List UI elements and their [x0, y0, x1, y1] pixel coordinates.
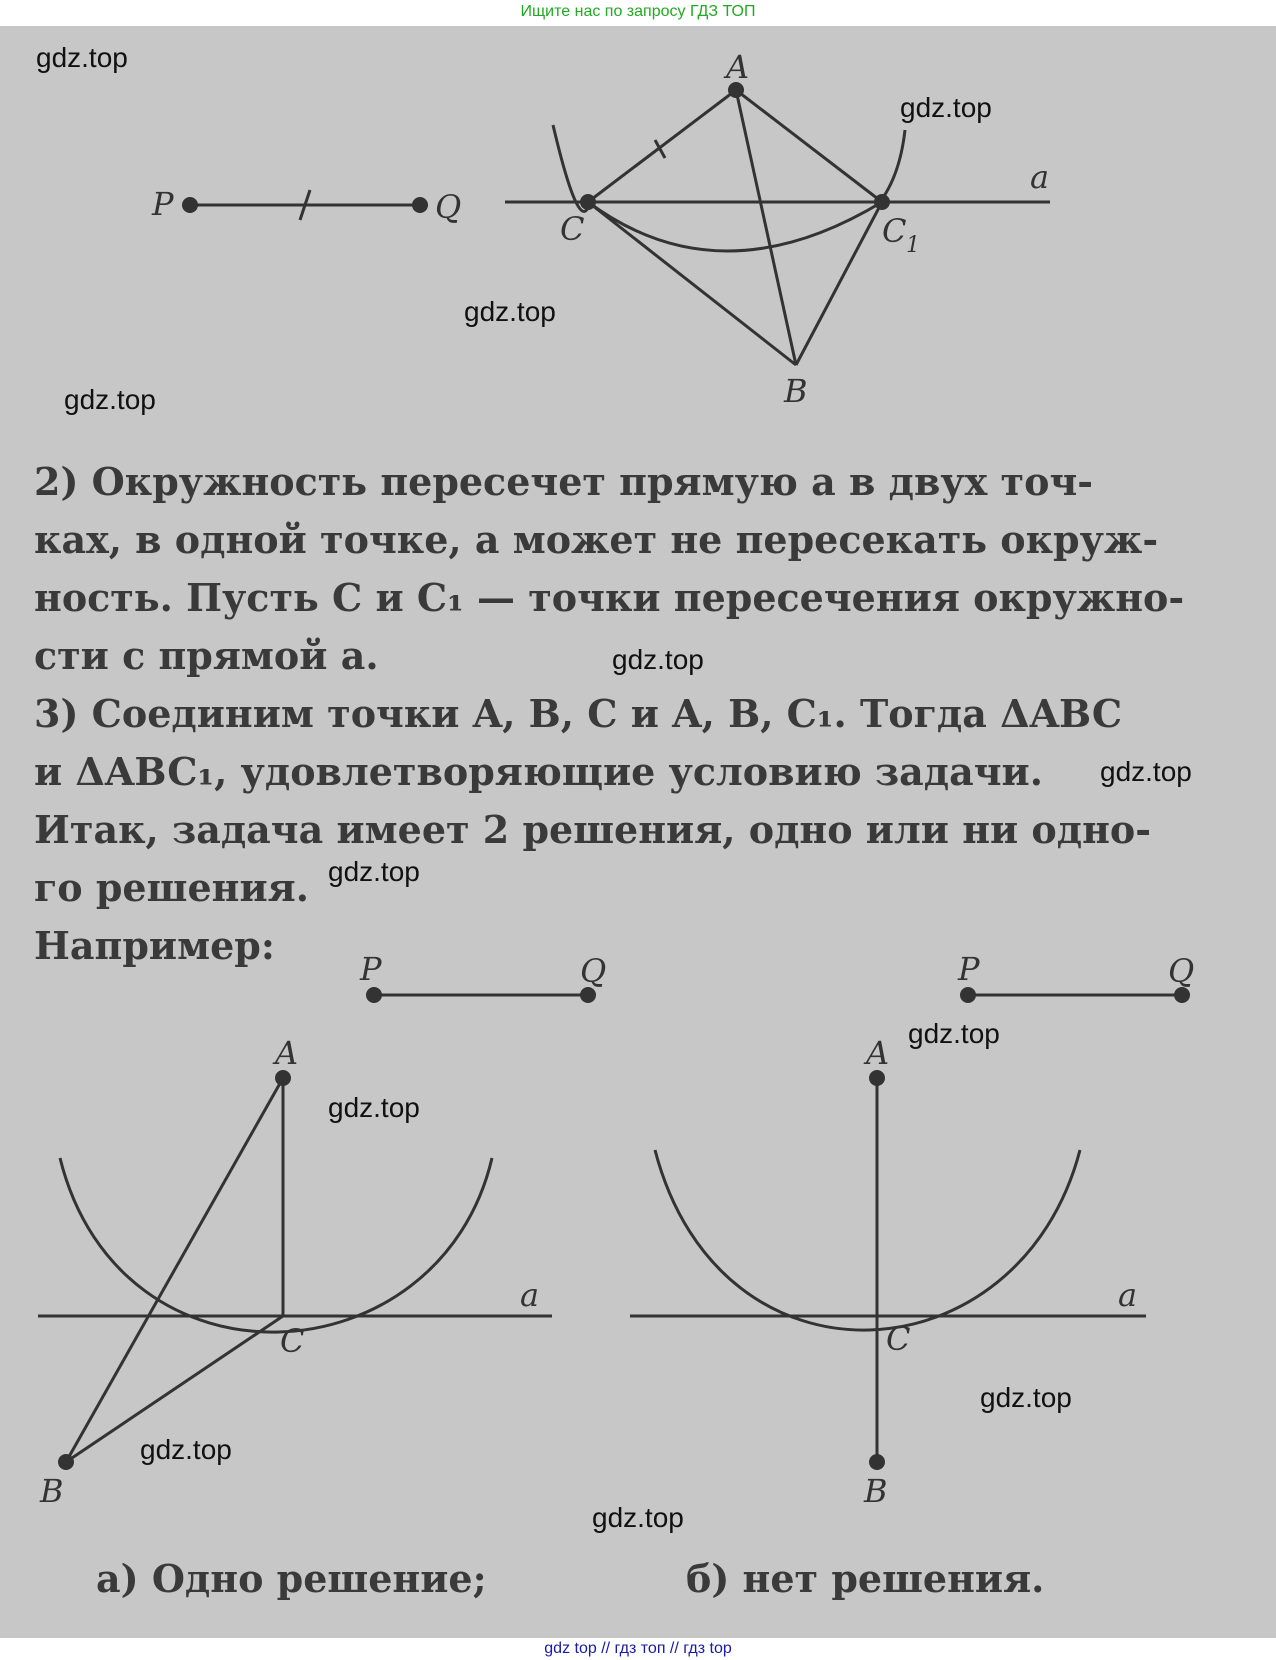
label-c1-sub-top: 1	[906, 233, 920, 258]
label-a-top: A	[726, 48, 750, 86]
side-ac	[588, 90, 736, 202]
paragraph-2-line-2: ках, в одной точке, а может не пересекать окруж-	[34, 517, 1159, 562]
caption-one-solution: а) Одно решение;	[96, 1556, 487, 1601]
construction-top	[505, 82, 1050, 365]
label-a-right: A	[866, 1034, 890, 1072]
watermark: gdz.top	[612, 644, 704, 675]
label-c-top: C	[560, 210, 585, 248]
segment-pq-right	[960, 987, 1190, 1003]
paragraph-4-line-2: го решения.	[34, 865, 309, 910]
watermark: gdz.top	[328, 856, 420, 887]
top-banner: Ищите нас по запросу ГДЗ ТОП	[0, 0, 1276, 26]
watermark: gdz.top	[36, 42, 128, 73]
arc-bottom-top	[588, 202, 882, 251]
label-q-right: Q	[1168, 952, 1195, 990]
watermark: gdz.top	[592, 1502, 684, 1533]
paragraph-2-line-3: ность. Пусть C и C₁ — точки пересечения окружно-	[34, 575, 1185, 620]
label-p-right: P	[958, 950, 980, 988]
circle-arc-right	[655, 1150, 1080, 1330]
label-p-left: P	[360, 950, 382, 988]
paragraph-2-line-1: 2) Окружность пересечет прямую a в двух точ-	[34, 459, 1094, 504]
label-q-top: Q	[435, 188, 462, 226]
label-line-a-right: a	[1118, 1276, 1138, 1314]
label-line-a-left: a	[520, 1276, 540, 1314]
paragraph-2-line-4: сти с прямой a.	[34, 633, 379, 678]
label-c1-top: C	[882, 212, 907, 250]
label-line-a-top: a	[1030, 158, 1050, 196]
label-a-left: A	[275, 1034, 299, 1072]
watermark: gdz.top	[328, 1092, 420, 1123]
paragraph-3-line-1: 3) Соединим точки A, B, C и A, B, C₁. Тогда ΔABC	[34, 691, 1123, 736]
label-b-left: B	[40, 1472, 64, 1510]
label-q-left: Q	[580, 952, 607, 990]
circle-arc-left	[60, 1158, 492, 1332]
label-b-top: B	[784, 372, 808, 410]
paragraph-3-line-2: и ΔABC₁, удовлетворяющие условию задачи.	[34, 749, 1043, 794]
watermark: gdz.top	[64, 384, 156, 415]
paragraph-4-line-1: Итак, задача имеет 2 решения, одно или ни одно-	[34, 807, 1152, 852]
segment-ab-left	[66, 1078, 283, 1462]
caption-no-solution: б) нет решения.	[686, 1556, 1045, 1601]
watermark: gdz.top	[464, 296, 556, 327]
watermark: gdz.top	[140, 1434, 232, 1465]
watermark: gdz.top	[900, 92, 992, 123]
watermark: gdz.top	[980, 1382, 1072, 1413]
watermark: gdz.top	[908, 1018, 1000, 1049]
label-b-right: B	[864, 1472, 888, 1510]
label-c-left: C	[280, 1322, 305, 1360]
segment-pq-left	[366, 987, 596, 1003]
label-c-right: C	[886, 1320, 911, 1358]
bottom-banner: gdz top // гдз топ // гдз top	[0, 1638, 1276, 1660]
watermark: gdz.top	[1100, 756, 1192, 787]
label-p-top: P	[152, 185, 174, 223]
figure-one-solution	[38, 1070, 552, 1470]
example-label: Например:	[34, 923, 275, 968]
arc-right-top	[880, 130, 905, 202]
segment-pq-top	[182, 190, 428, 220]
